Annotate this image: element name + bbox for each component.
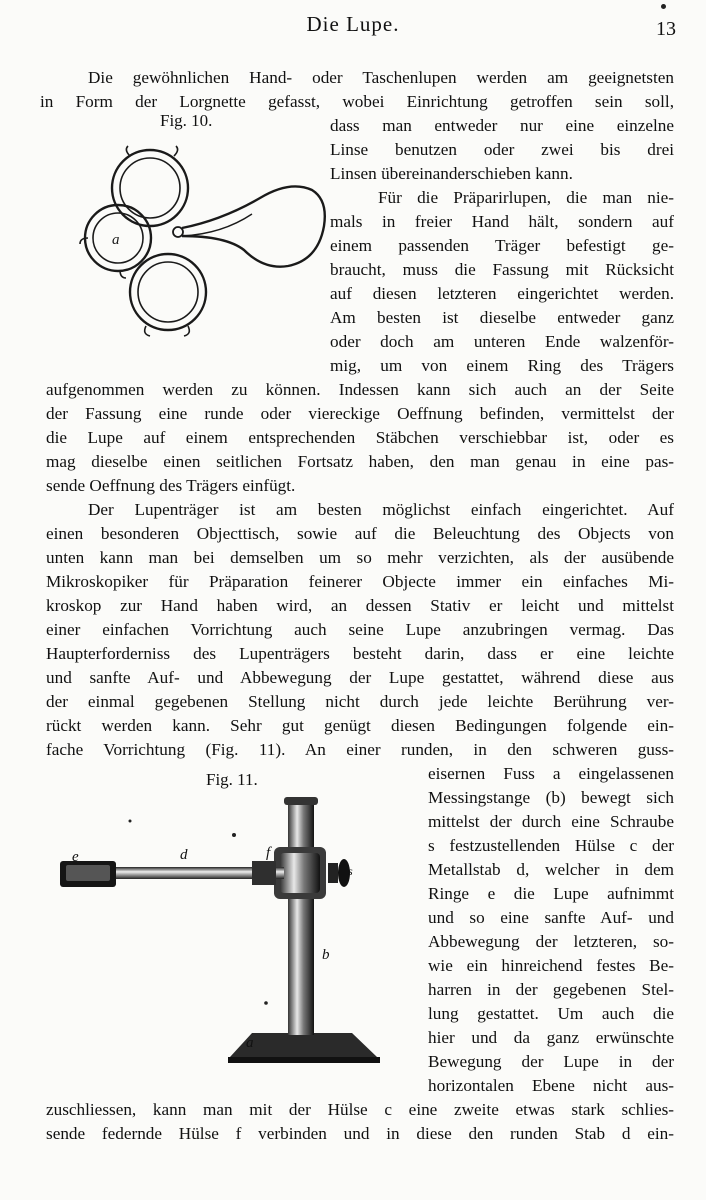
text-line: einem passenden Träger befestigt ge- <box>330 236 674 255</box>
text-line: fache Vorrichtung (Fig. 11). An einer runden, in den schweren guss- <box>46 740 674 759</box>
page-number: 13 <box>656 18 676 40</box>
text-line: Metallstab d, welcher in dem <box>428 860 674 879</box>
text-line: braucht, muss die Fassung mit Rücksicht <box>330 260 674 279</box>
fig11-lupentraeger-illustration <box>52 795 392 1075</box>
text-line: s festzustellenden Hülse c der <box>428 836 674 855</box>
text-line: in Form der Lorgnette gefasst, wobei Einrichtung getroffen sein soll, <box>40 92 674 111</box>
text-line: der Fassung eine runde oder viereckige Oeffnung befinden, vermittelst der <box>46 404 674 423</box>
text-line: sende Oeffnung des Trägers einfügt. <box>46 476 296 495</box>
text-line: Linsen übereinanderschieben kann. <box>330 164 573 183</box>
text-line: aufgenommen werden zu können. Indessen kann sich auch an der Seite <box>46 380 674 399</box>
fig11-label-b: b <box>322 947 330 963</box>
ink-speck <box>661 4 666 9</box>
text-line: zuschliessen, kann man mit der Hülse c eine zweite etwas stark schlies- <box>46 1100 674 1119</box>
text-line: Abbewegung der letzteren, so- <box>428 932 674 951</box>
text-line: mig, um von einem Ring des Trägers <box>330 356 674 375</box>
text-line: lung gestattet. Um auch die <box>428 1004 674 1023</box>
text-line: hier und da ganz erwünschte <box>428 1028 674 1047</box>
text-line: rückt werden kann. Sehr gut genügt diesen Bedingungen folgende ein- <box>46 716 674 735</box>
fig10-lorgnette-illustration <box>70 140 328 340</box>
text-line: Bewegung der Lupe in der <box>428 1052 674 1071</box>
text-line: dass man entweder nur eine einzelne <box>330 116 674 135</box>
text-line: einen besonderen Objecttisch, sowie auf die Beleuchtung des Objects von <box>46 524 674 543</box>
text-line: mals in freier Hand hält, sondern auf <box>330 212 674 231</box>
text-line: unten kann man bei demselben um so mehr verzichten, als der ausübende <box>46 548 674 567</box>
text-line: Mikroskopiker für Präparation feinerer Objecte immer ein einfaches Mi- <box>46 572 674 591</box>
fig11-label-e: e <box>72 849 79 865</box>
running-header: Die Lupe. <box>306 12 400 36</box>
text-line: Ringe e die Lupe aufnimmt <box>428 884 674 903</box>
text-line: Messingstange (b) bewegt sich <box>428 788 674 807</box>
text-line: Der Lupenträger ist am besten möglichst einfach eingerichtet. Auf <box>88 500 674 519</box>
text-line: eisernen Fuss a eingelassenen <box>428 764 674 783</box>
text-line: horizontalen Ebene nicht aus- <box>428 1076 674 1095</box>
text-line: und so eine sanfte Auf- und <box>428 908 674 927</box>
fig10-caption: Fig. 10. <box>160 111 213 130</box>
text-line: Haupterforderniss des Lupenträgers besteht darin, dass er eine leichte <box>46 644 674 663</box>
text-line: mittelst der durch eine Schraube <box>428 812 674 831</box>
text-line: harren in der gegebenen Stel- <box>428 980 674 999</box>
fig11-label-d: d <box>180 847 188 863</box>
fig11-label-s: s <box>348 864 353 878</box>
text-line: Am besten ist dieselbe entweder ganz <box>330 308 674 327</box>
fig11-label-a: a <box>246 1035 254 1051</box>
text-line: Die gewöhnlichen Hand- oder Taschenlupen werden am geeignetsten <box>88 68 674 87</box>
text-line: und sanfte Auf- und Abbewegung der Lupe gestattet, während diese aus <box>46 668 674 687</box>
text-line: mag dieselbe einen seitlichen Fortsatz haben, den man genau in eine pas- <box>46 452 674 471</box>
text-line: der einmal gegebenen Stellung nicht durch jede leichte Berührung ver- <box>46 692 674 711</box>
text-line: wie ein hinreichend festes Be- <box>428 956 674 975</box>
text-line: oder doch am unteren Ende walzenför- <box>330 332 674 351</box>
fig10-label-a: a <box>112 232 120 248</box>
text-line: einer einfachen Vorrichtung auch seine Lupe anzubringen vermag. Das <box>46 620 674 639</box>
fig11-label-f: f <box>266 845 271 861</box>
fig11-caption: Fig. 11. <box>206 770 258 789</box>
text-line: kroskop zur Hand haben wird, an dessen Stativ er leicht und mittelst <box>46 596 674 615</box>
text-line: die Lupe auf einem entsprechenden Stäbchen verschiebbar ist, oder es <box>46 428 674 447</box>
text-line: Für die Präparirlupen, die man nie- <box>378 188 674 207</box>
text-line: Linse benutzen oder zwei bis drei <box>330 140 674 159</box>
text-line: sende federnde Hülse f verbinden und in diese den runden Stab d ein- <box>46 1124 674 1143</box>
text-line: auf diesen letzteren eingerichtet werden. <box>330 284 674 303</box>
